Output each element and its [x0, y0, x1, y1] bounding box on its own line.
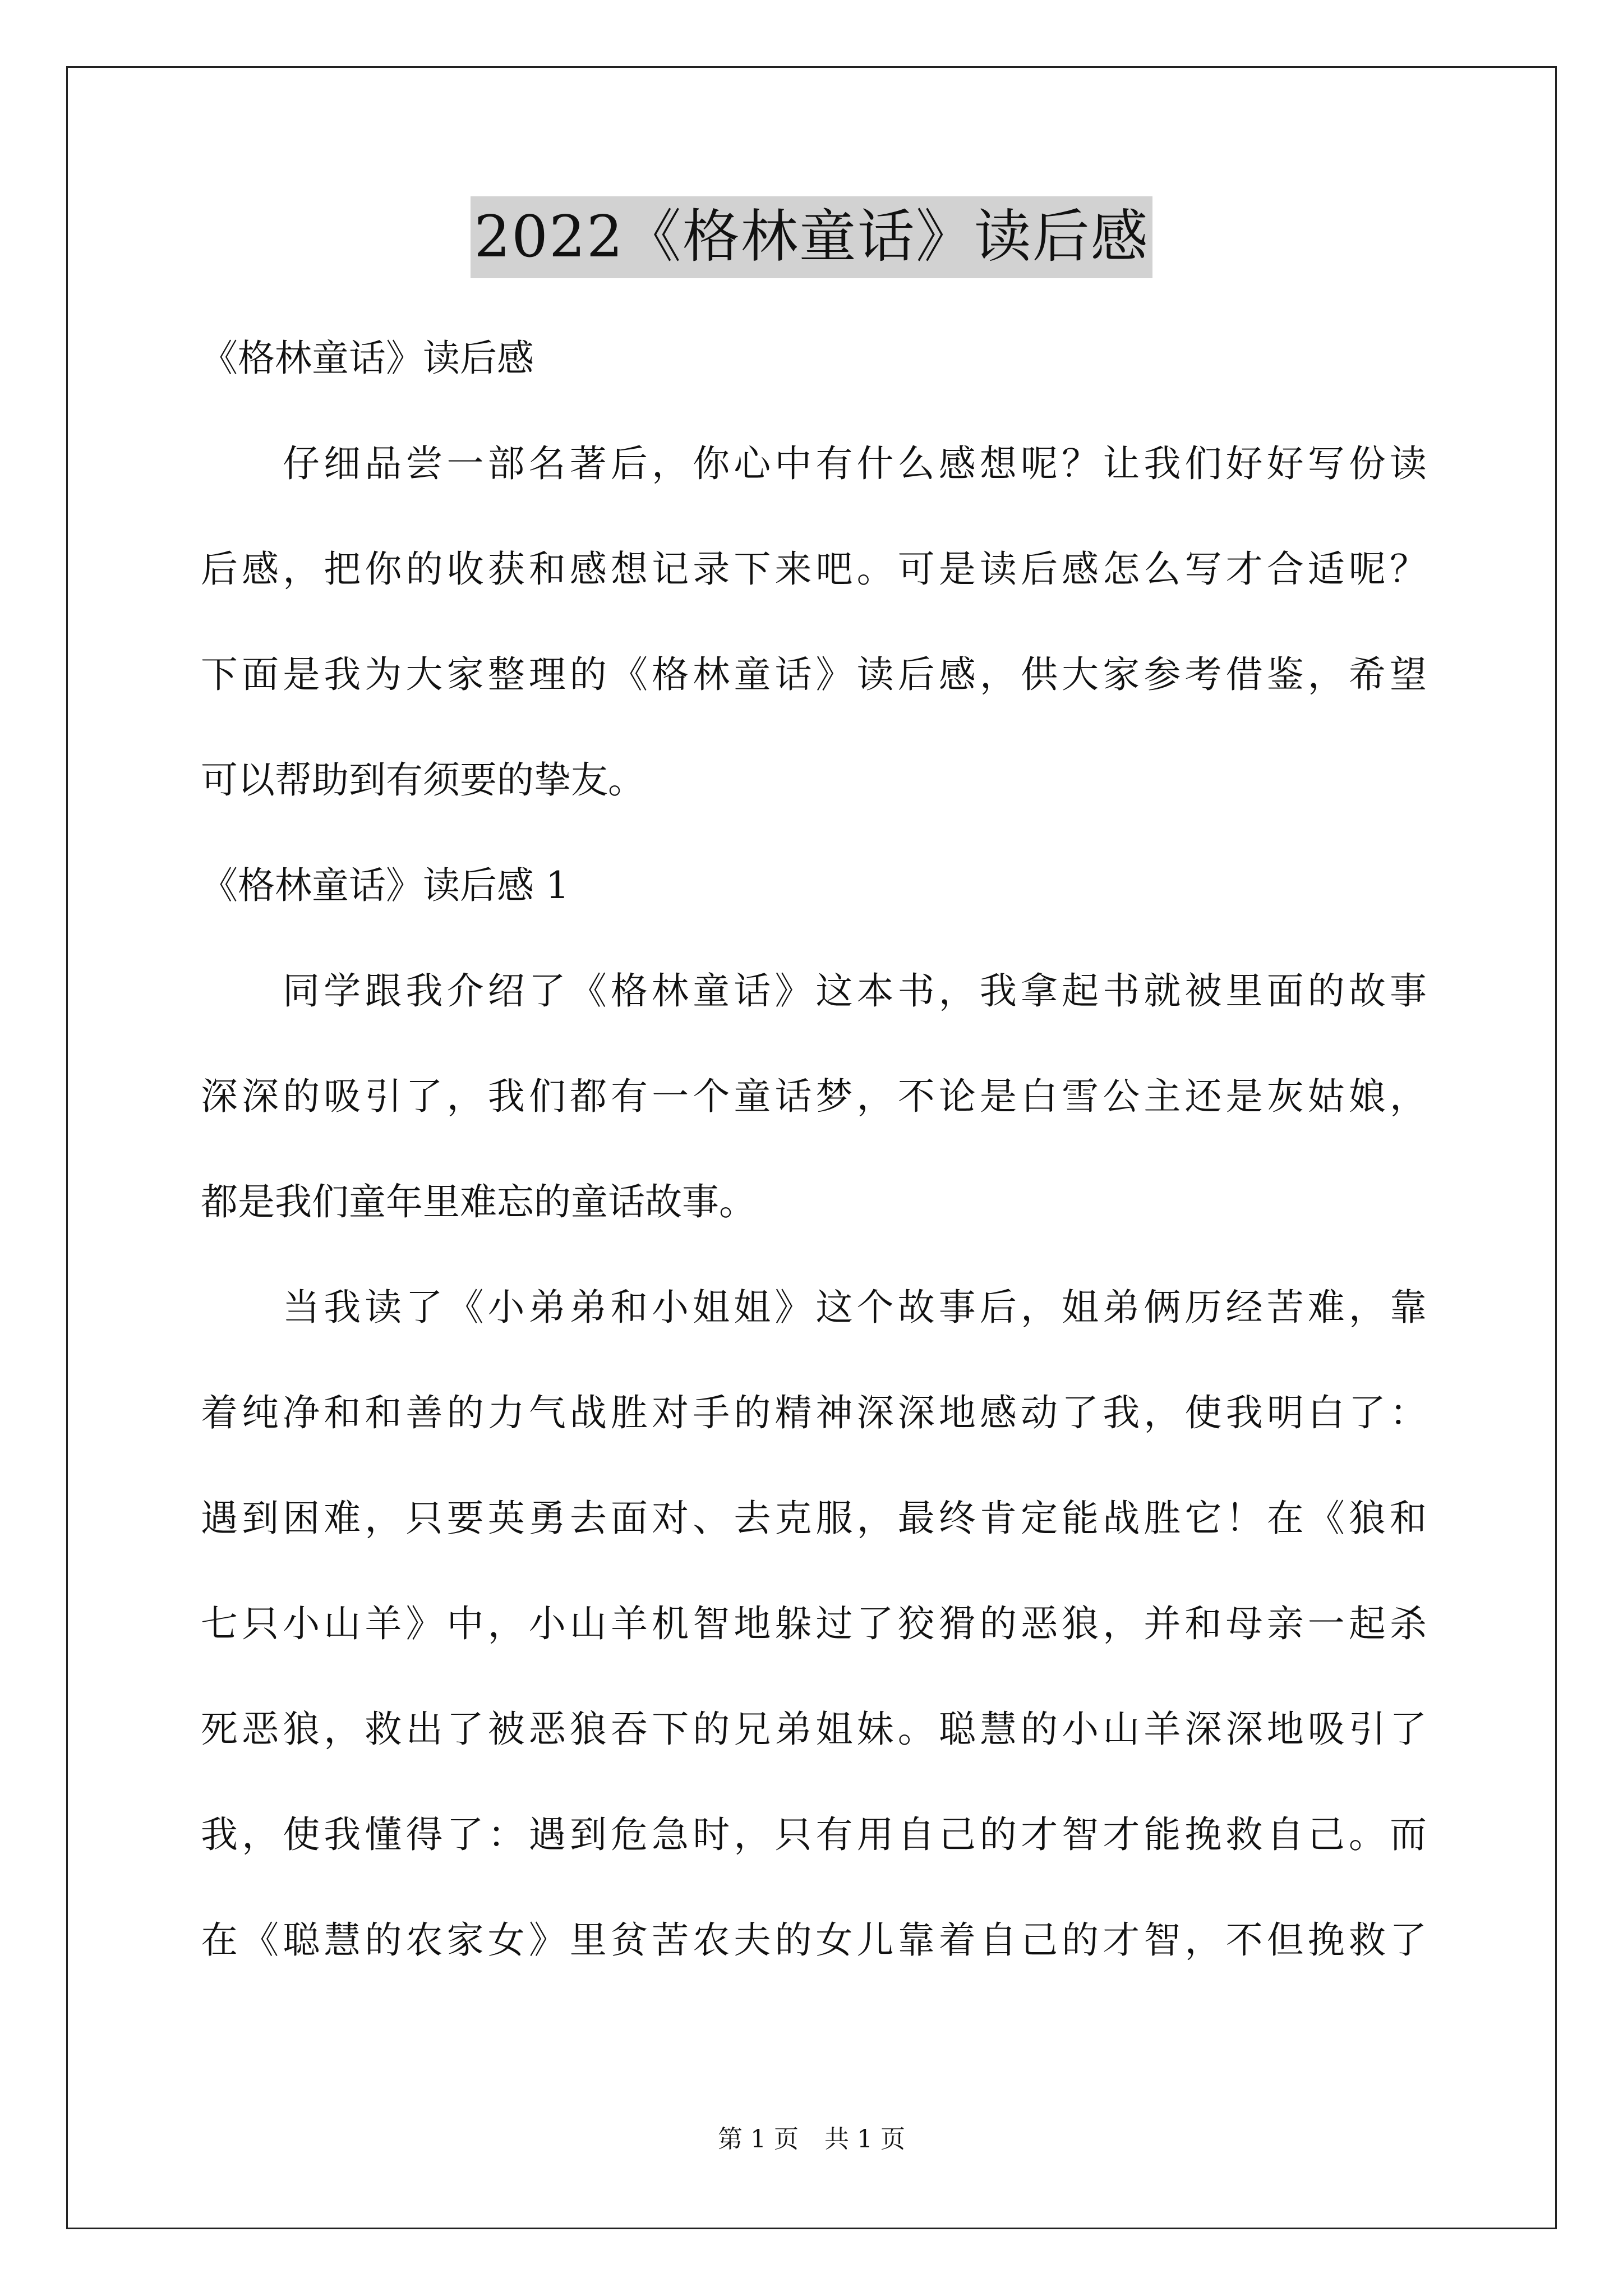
intro-line-3: 下面是我为大家整理的《格林童话》读后感，供大家参考借鉴，希望: [201, 653, 1427, 696]
subheading: 《格林童话》读后感: [201, 337, 534, 380]
paragraph2-line-2: 着纯净和和善的力气战胜对手的精神深深地感动了我，使我明白了：: [201, 1391, 1427, 1434]
section-heading: 《格林童话》读后感 1: [201, 864, 569, 907]
paragraph2-line-4: 七只小山羊》中，小山羊机智地躲过了狡猾的恶狼，并和母亲一起杀: [201, 1602, 1427, 1645]
title-container: [0, 196, 1623, 278]
page-footer: [0, 2123, 1623, 2156]
intro-line-1: 仔细品尝一部名著后，你心中有什么感想呢？让我们好好写份读: [283, 442, 1427, 485]
document-title: 2022《格林童话》读后感: [471, 196, 1152, 278]
paragraph1-line-1: 同学跟我介绍了《格林童话》这本书，我拿起书就被里面的故事: [283, 969, 1427, 1013]
paragraph2-line-3: 遇到困难，只要英勇去面对、去克服，最终肯定能战胜它！在《狼和: [201, 1497, 1427, 1540]
paragraph2-line-6: 我，使我懂得了：遇到危急时，只有用自己的才智才能挽救自己。而: [201, 1813, 1427, 1856]
intro-line-2: 后感，把你的收获和感想记录下来吧。可是读后感怎么写才合适呢？: [201, 547, 1427, 591]
page-total: 共 1 页: [824, 2125, 905, 2154]
page-border: [66, 66, 1557, 2229]
intro-line-4: 可以帮助到有须要的挚友。: [201, 758, 645, 802]
paragraph2-line-1: 当我读了《小弟弟和小姐姐》这个故事后，姐弟俩历经苦难，靠: [283, 1286, 1427, 1329]
paragraph2-line-5: 死恶狼，救出了被恶狼吞下的兄弟姐妹。聪慧的小山羊深深地吸引了: [201, 1708, 1427, 1751]
paragraph1-line-2: 深深的吸引了，我们都有一个童话梦，不论是白雪公主还是灰姑娘，: [201, 1075, 1427, 1118]
page-number: 第 1 页: [718, 2125, 799, 2154]
paragraph2-line-7: 在《聪慧的农家女》里贫苦农夫的女儿靠着自己的才智，不但挽救了: [201, 1918, 1427, 1962]
paragraph1-line-3: 都是我们童年里难忘的童话故事。: [201, 1180, 756, 1223]
